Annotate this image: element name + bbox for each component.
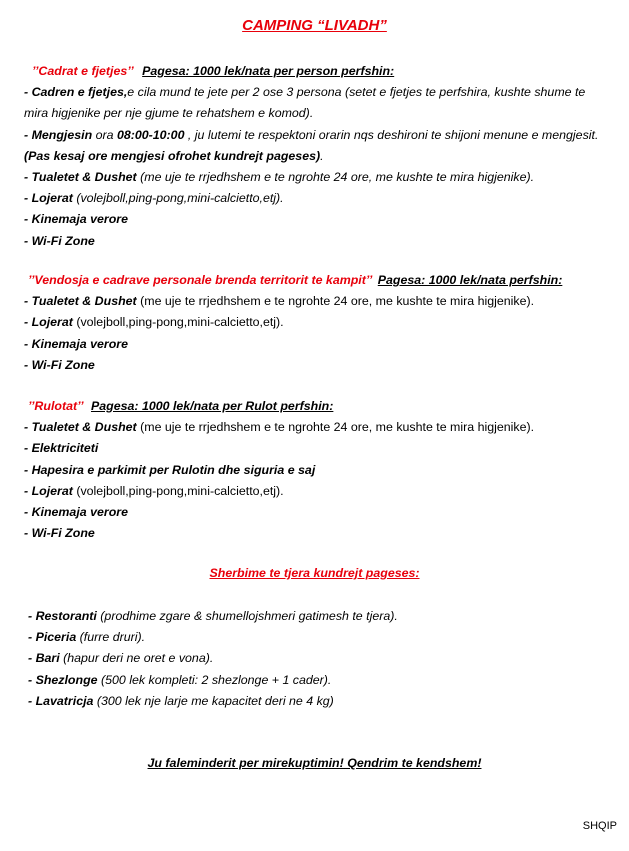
section-personal xyxy=(24,270,624,376)
section-tents-heading: ’’Cadrat e fjetjes’’ xyxy=(32,64,134,78)
list-item: - Lojerat (volejboll,ping-pong,mini-calcietto,etj). xyxy=(24,483,284,498)
list-item: - Hapesira e parkimit per Rulotin dhe siguria e saj xyxy=(24,462,316,477)
section-caravans-heading: ’’Rulotat’’ xyxy=(28,399,84,413)
list-item: - Mengjesin ora 08:00-10:00 , ju lutemi te respektoni orarin nqs deshironi te shijoni menune e mengjesit.(Pas kesaj ore mengjesi ofrohet kundrejt pageses). xyxy=(24,127,599,163)
section-personal-price: Pagesa: 1000 lek/nata perfshin: xyxy=(377,273,563,287)
list-item: - Lavatricja (300 lek nje larje me kapacitet deri ne 4 kg) xyxy=(28,693,334,708)
section-personal-heading: ’’Vendosja e cadrave personale brenda territorit te kampit’’ xyxy=(28,273,373,287)
list-item: - Wi-Fi Zone xyxy=(24,233,95,248)
list-item: - Restoranti (prodhime zgare & shumellojshmeri gatimesh te tjera). xyxy=(28,609,398,623)
list-item: - Tualetet & Dushet (me uje te rrjedhshem e te ngrohte 24 ore, me kushte te mira higjenike). xyxy=(24,170,535,184)
list-item: - Lojerat (volejboll,ping-pong,mini-calcietto,etj). xyxy=(24,191,284,206)
section-caravans xyxy=(24,396,624,544)
page-title: CAMPING “LIVADH” xyxy=(242,17,387,34)
section-tents xyxy=(24,61,624,252)
thanks-message: Ju faleminderit per mirekuptimin! Qendrim te kendshem! xyxy=(147,756,482,770)
section-tents-header xyxy=(24,61,624,82)
section-tents-price: Pagesa: 1000 lek/nata per person perfshin: xyxy=(142,64,395,78)
list-item: - Cadren e fjetjes,e cila mund te jete per 2 ose 3 persona (setet e fjetjes te perfshira, kushte shume te mira higjenike per nje gjume te rehatshem e komod). xyxy=(24,85,586,121)
list-item: - Bari (hapur deri ne oret e vona). xyxy=(28,651,214,666)
list-item: - Elektriciteti xyxy=(24,441,99,456)
section-personal-header xyxy=(24,270,624,291)
section-caravans-price: Pagesa: 1000 lek/nata per Rulot perfshin: xyxy=(90,399,334,413)
list-item: - Tualetet & Dushet (me uje te rrjedhshem e te ngrohte 24 ore, me kushte te mira higjenike). xyxy=(24,420,535,435)
list-item: - Piceria (furre druri). xyxy=(28,630,146,645)
list-item: - Lojerat (volejboll,ping-pong,mini-calcietto,etj). xyxy=(24,315,284,330)
list-item: - Tualetet & Dushet (me uje te rrjedhshem e te ngrohte 24 ore, me kushte te mira higjenike). xyxy=(24,294,535,309)
list-item: - Shezlonge (500 lek kompleti: 2 shezlonge + 1 cader). xyxy=(28,672,332,687)
language-label: SHQIP xyxy=(582,820,617,832)
list-item: - Kinemaja verore xyxy=(24,504,128,519)
section-other xyxy=(28,606,628,712)
list-item: - Wi-Fi Zone xyxy=(24,357,95,372)
section-other-heading: Sherbime te tjera kundrejt pageses: xyxy=(209,566,420,580)
list-item: - Kinemaja verore xyxy=(24,336,128,351)
section-caravans-header xyxy=(24,396,624,417)
list-item: - Kinemaja verore xyxy=(24,212,128,227)
list-item: - Wi-Fi Zone xyxy=(24,526,95,541)
